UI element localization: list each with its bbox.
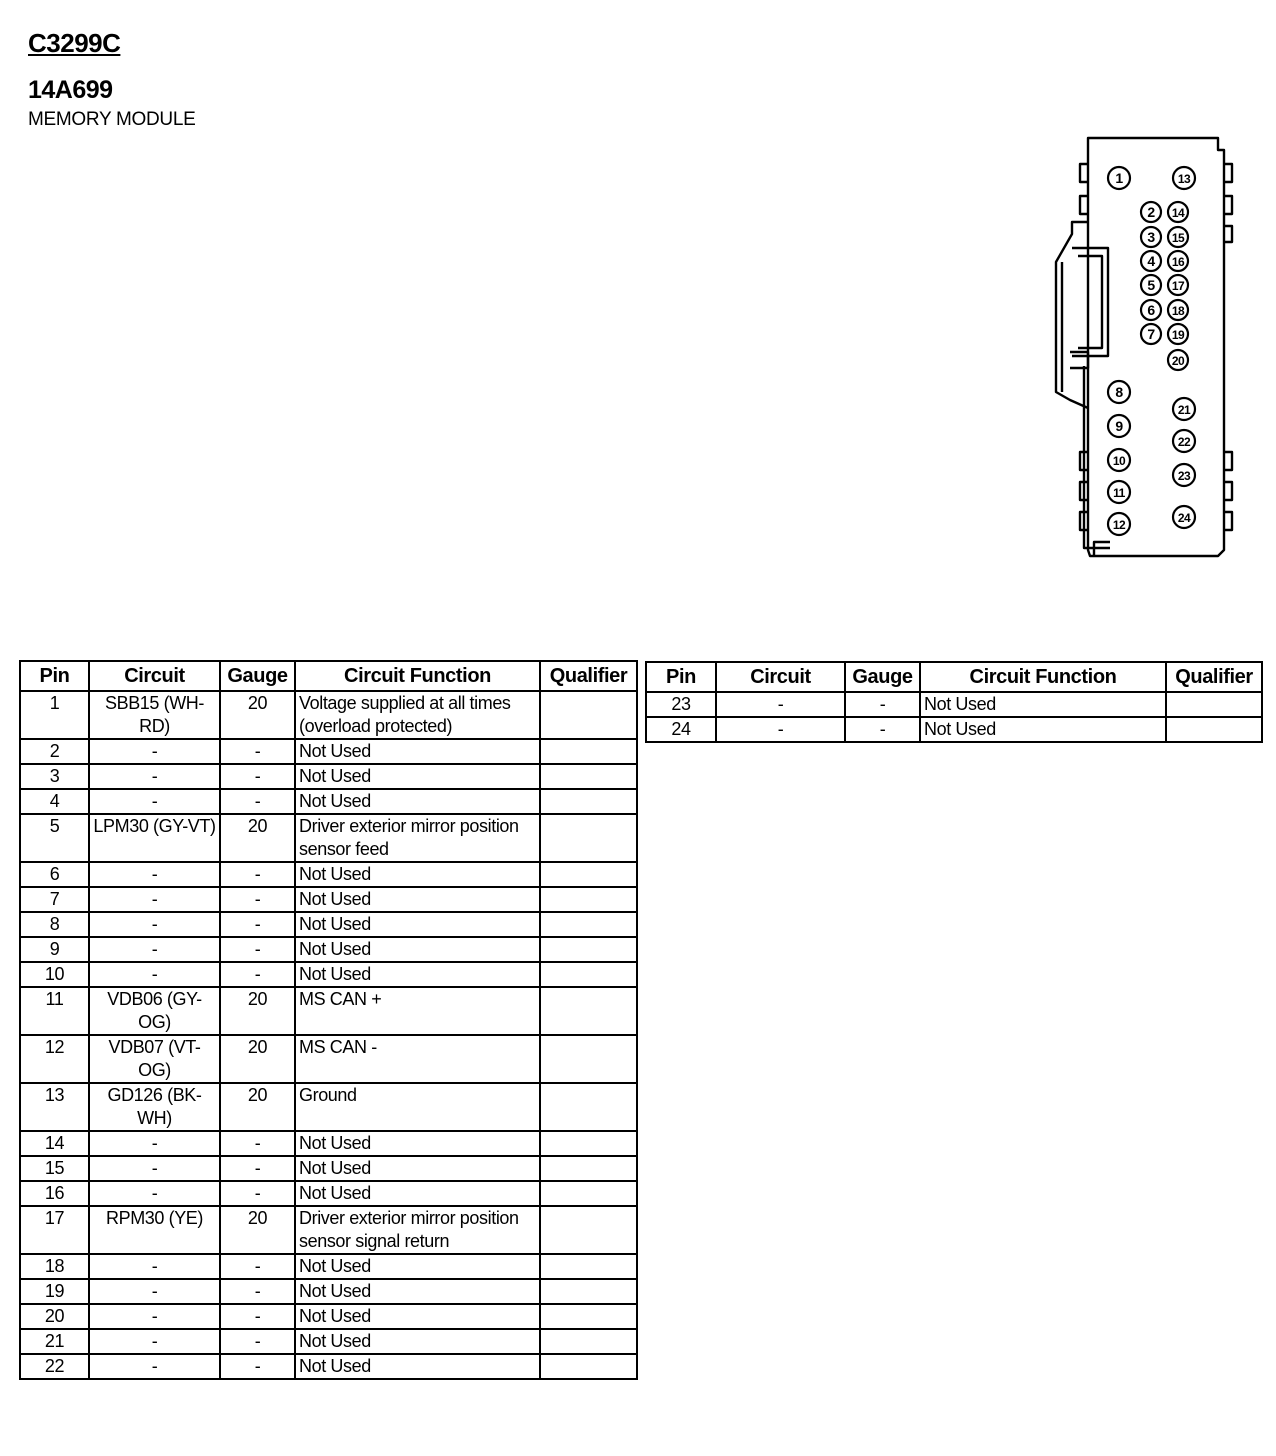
qualifier-cell	[540, 912, 637, 937]
pin-number-label: 18	[1171, 304, 1185, 318]
qualifier-cell	[540, 962, 637, 987]
pin-position-23	[1173, 464, 1195, 486]
circuit-cell: -	[89, 1354, 220, 1379]
table-row	[20, 1181, 637, 1206]
table-row	[20, 887, 637, 912]
pin-number-label: 15	[1171, 231, 1185, 245]
table-row	[646, 692, 1262, 717]
qualifier-cell	[540, 1304, 637, 1329]
gauge-cell: -	[220, 789, 295, 814]
circuit-cell: -	[89, 1279, 220, 1304]
qualifier-cell	[540, 937, 637, 962]
gauge-cell: 20	[220, 987, 295, 1035]
pin-number-label: 6	[1147, 302, 1155, 318]
pin-position-21	[1173, 398, 1195, 420]
pin-number-label: 14	[1171, 206, 1185, 220]
pin-position-19	[1168, 324, 1188, 344]
qualifier-cell	[540, 764, 637, 789]
circuit-cell: -	[89, 962, 220, 987]
gauge-cell: -	[220, 1181, 295, 1206]
gauge-cell: -	[220, 887, 295, 912]
pinout-table-pins-23-24	[645, 661, 1263, 743]
circuit-cell: -	[89, 862, 220, 887]
module-description: MEMORY MODULE	[28, 109, 196, 130]
qualifier-cell	[540, 1083, 637, 1131]
col-header-pin: Pin	[20, 661, 89, 691]
circuit-cell: -	[89, 764, 220, 789]
pin-number-label: 3	[1147, 229, 1155, 245]
circuit-function-cell: Not Used	[920, 717, 1166, 742]
pin-cell: 11	[20, 987, 89, 1035]
qualifier-cell	[540, 1035, 637, 1083]
pin-cell: 4	[20, 789, 89, 814]
pin-position-4	[1141, 251, 1161, 271]
qualifier-cell	[540, 789, 637, 814]
pin-number-label: 9	[1115, 418, 1123, 434]
circuit-function-cell: Not Used	[295, 1131, 540, 1156]
circuit-cell: -	[89, 1181, 220, 1206]
qualifier-cell	[540, 691, 637, 739]
table-row	[20, 814, 637, 862]
qualifier-cell	[540, 1279, 637, 1304]
circuit-function-cell: Not Used	[295, 1254, 540, 1279]
pin-number-label: 12	[1112, 518, 1126, 532]
pin-cell: 1	[20, 691, 89, 739]
pin-position-12	[1108, 513, 1130, 535]
gauge-cell: -	[220, 764, 295, 789]
qualifier-cell	[540, 862, 637, 887]
pin-cell: 13	[20, 1083, 89, 1131]
circuit-function-cell: MS CAN -	[295, 1035, 540, 1083]
circuit-function-cell: Not Used	[295, 1181, 540, 1206]
circuit-cell: -	[89, 1131, 220, 1156]
circuit-cell: GD126 (BK-WH)	[89, 1083, 220, 1131]
pin-number-label: 11	[1113, 486, 1125, 500]
circuit-function-cell: Not Used	[295, 1354, 540, 1379]
circuit-cell: RPM30 (YE)	[89, 1206, 220, 1254]
table-row	[20, 1035, 637, 1083]
pin-position-18	[1168, 300, 1188, 320]
table-row	[646, 717, 1262, 742]
pin-number-label: 2	[1147, 204, 1155, 220]
table-row	[20, 1329, 637, 1354]
pin-position-6	[1141, 300, 1161, 320]
pin-position-11	[1108, 481, 1130, 503]
pin-cell: 17	[20, 1206, 89, 1254]
qualifier-cell	[540, 814, 637, 862]
circuit-function-cell: Voltage supplied at all times (overload protected)	[295, 691, 540, 739]
col-header-circuit: Circuit	[716, 662, 845, 692]
gauge-cell: -	[220, 1254, 295, 1279]
circuit-function-cell: Not Used	[295, 887, 540, 912]
pin-cell: 24	[646, 717, 716, 742]
gauge-cell: -	[220, 912, 295, 937]
pin-position-17	[1168, 275, 1188, 295]
qualifier-cell	[540, 1156, 637, 1181]
gauge-cell: 20	[220, 814, 295, 862]
qualifier-cell	[540, 987, 637, 1035]
connector-face-diagram	[1048, 130, 1238, 562]
pin-cell: 21	[20, 1329, 89, 1354]
circuit-function-cell: MS CAN +	[295, 987, 540, 1035]
circuit-function-cell: Not Used	[295, 739, 540, 764]
pin-position-14	[1168, 202, 1188, 222]
col-header-qualifier: Qualifier	[1166, 662, 1262, 692]
qualifier-cell	[540, 1254, 637, 1279]
pin-position-5	[1141, 275, 1161, 295]
circuit-function-cell: Not Used	[295, 764, 540, 789]
pin-number-label: 16	[1171, 255, 1185, 269]
circuit-cell: -	[89, 912, 220, 937]
table-header-row	[646, 662, 1262, 692]
pin-cell: 6	[20, 862, 89, 887]
circuit-function-cell: Not Used	[295, 912, 540, 937]
gauge-cell: 20	[220, 1035, 295, 1083]
circuit-function-cell: Ground	[295, 1083, 540, 1131]
circuit-function-cell: Not Used	[295, 1156, 540, 1181]
circuit-function-cell: Not Used	[295, 862, 540, 887]
table-row	[20, 1304, 637, 1329]
col-header-circuit: Circuit	[89, 661, 220, 691]
gauge-cell: 20	[220, 691, 295, 739]
pin-cell: 12	[20, 1035, 89, 1083]
connector-id-title: C3299C	[28, 28, 121, 58]
table-row	[20, 1279, 637, 1304]
circuit-cell: -	[716, 717, 845, 742]
pin-number-label: 22	[1177, 435, 1191, 449]
pin-number-label: 17	[1171, 279, 1185, 293]
col-header-gauge: Gauge	[845, 662, 920, 692]
pin-number-label: 4	[1147, 253, 1155, 269]
pin-number-label: 23	[1177, 469, 1191, 483]
table-row	[20, 1131, 637, 1156]
circuit-cell: -	[89, 937, 220, 962]
circuit-function-cell: Driver exterior mirror position sensor signal return	[295, 1206, 540, 1254]
circuit-function-cell: Not Used	[295, 1279, 540, 1304]
qualifier-cell	[540, 1206, 637, 1254]
pin-cell: 23	[646, 692, 716, 717]
pin-number-label: 10	[1112, 454, 1126, 468]
pin-cell: 22	[20, 1354, 89, 1379]
circuit-function-cell: Not Used	[295, 1329, 540, 1354]
qualifier-cell	[540, 1181, 637, 1206]
col-header-circuit-function: Circuit Function	[295, 661, 540, 691]
circuit-cell: VDB06 (GY-OG)	[89, 987, 220, 1035]
gauge-cell: -	[845, 692, 920, 717]
pin-cell: 19	[20, 1279, 89, 1304]
gauge-cell: -	[220, 962, 295, 987]
pin-number-label: 19	[1171, 328, 1185, 342]
qualifier-cell	[540, 1354, 637, 1379]
part-number: 14A699	[28, 76, 113, 104]
pin-number-label: 24	[1177, 511, 1191, 525]
col-header-qualifier: Qualifier	[540, 661, 637, 691]
table-row	[20, 764, 637, 789]
pin-cell: 9	[20, 937, 89, 962]
gauge-cell: -	[220, 1131, 295, 1156]
table-row	[20, 862, 637, 887]
circuit-cell: -	[716, 692, 845, 717]
pin-number-label: 8	[1115, 384, 1123, 400]
col-header-pin: Pin	[646, 662, 716, 692]
col-header-circuit-function: Circuit Function	[920, 662, 1166, 692]
table-row	[20, 937, 637, 962]
gauge-cell: -	[220, 1329, 295, 1354]
circuit-cell: -	[89, 1254, 220, 1279]
table-header-row	[20, 661, 637, 691]
pin-position-2	[1141, 202, 1161, 222]
circuit-function-cell: Not Used	[295, 962, 540, 987]
pin-cell: 18	[20, 1254, 89, 1279]
pin-number-label: 13	[1177, 172, 1191, 186]
pin-number-label: 20	[1171, 354, 1185, 368]
circuit-function-cell: Not Used	[920, 692, 1166, 717]
table-row	[20, 1206, 637, 1254]
gauge-cell: 20	[220, 1083, 295, 1131]
circuit-cell: -	[89, 739, 220, 764]
table-row	[20, 987, 637, 1035]
circuit-function-cell: Not Used	[295, 1304, 540, 1329]
pin-position-3	[1141, 227, 1161, 247]
table-row	[20, 1083, 637, 1131]
pin-cell: 8	[20, 912, 89, 937]
pin-number-label: 7	[1147, 326, 1155, 342]
pin-number-label: 1	[1115, 170, 1123, 186]
pin-number-label: 5	[1147, 277, 1155, 293]
pin-position-20	[1168, 350, 1188, 370]
gauge-cell: -	[845, 717, 920, 742]
pin-position-8	[1108, 381, 1130, 403]
gauge-cell: -	[220, 862, 295, 887]
qualifier-cell	[1166, 717, 1262, 742]
table-row	[20, 1254, 637, 1279]
pin-cell: 20	[20, 1304, 89, 1329]
pin-position-24	[1173, 506, 1195, 528]
pinout-table-pins-1-22	[19, 660, 638, 1380]
gauge-cell: -	[220, 1279, 295, 1304]
pin-position-16	[1168, 251, 1188, 271]
table-row	[20, 962, 637, 987]
table-row	[20, 912, 637, 937]
pin-position-10	[1108, 449, 1130, 471]
qualifier-cell	[540, 887, 637, 912]
table-row	[20, 691, 637, 739]
qualifier-cell	[540, 1329, 637, 1354]
pin-position-13	[1173, 167, 1195, 189]
pin-cell: 10	[20, 962, 89, 987]
gauge-cell: -	[220, 739, 295, 764]
table-row	[20, 739, 637, 764]
table-row	[20, 1156, 637, 1181]
pin-cell: 14	[20, 1131, 89, 1156]
pin-cell: 7	[20, 887, 89, 912]
pin-number-label: 21	[1177, 403, 1191, 417]
qualifier-cell	[540, 739, 637, 764]
pin-position-15	[1168, 227, 1188, 247]
circuit-cell: -	[89, 789, 220, 814]
pin-position-1	[1108, 167, 1130, 189]
pin-cell: 16	[20, 1181, 89, 1206]
table-row	[20, 1354, 637, 1379]
circuit-function-cell: Driver exterior mirror position sensor feed	[295, 814, 540, 862]
pin-cell: 2	[20, 739, 89, 764]
gauge-cell: -	[220, 1156, 295, 1181]
gauge-cell: -	[220, 1304, 295, 1329]
pin-position-7	[1141, 324, 1161, 344]
circuit-function-cell: Not Used	[295, 789, 540, 814]
qualifier-cell	[540, 1131, 637, 1156]
col-header-gauge: Gauge	[220, 661, 295, 691]
pin-position-9	[1108, 415, 1130, 437]
pin-position-22	[1173, 430, 1195, 452]
circuit-cell: SBB15 (WH-RD)	[89, 691, 220, 739]
pin-cell: 15	[20, 1156, 89, 1181]
circuit-cell: -	[89, 887, 220, 912]
circuit-cell: -	[89, 1304, 220, 1329]
pin-cell: 5	[20, 814, 89, 862]
circuit-cell: VDB07 (VT-OG)	[89, 1035, 220, 1083]
circuit-cell: LPM30 (GY-VT)	[89, 814, 220, 862]
pin-cell: 3	[20, 764, 89, 789]
circuit-cell: -	[89, 1156, 220, 1181]
qualifier-cell	[1166, 692, 1262, 717]
circuit-cell: -	[89, 1329, 220, 1354]
circuit-function-cell: Not Used	[295, 937, 540, 962]
gauge-cell: 20	[220, 1206, 295, 1254]
gauge-cell: -	[220, 1354, 295, 1379]
table-row	[20, 789, 637, 814]
gauge-cell: -	[220, 937, 295, 962]
